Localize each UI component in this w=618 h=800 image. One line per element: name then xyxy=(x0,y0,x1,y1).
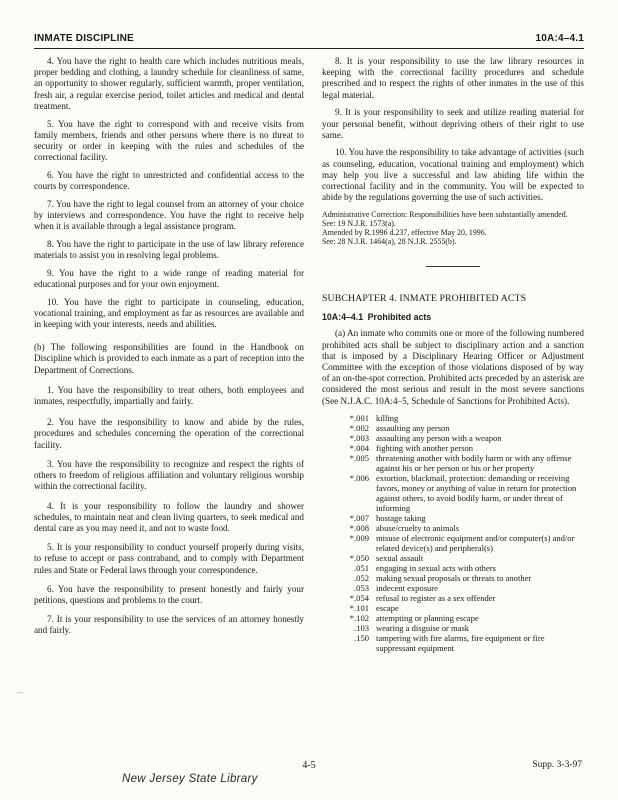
act-code: .053 xyxy=(354,583,369,594)
act-code: *.050 xyxy=(349,553,369,564)
act-code: *.009 xyxy=(349,533,369,544)
prohibited-act-item xyxy=(322,633,584,653)
act-code: *.006 xyxy=(349,473,369,484)
responsibility-paragraph: 9. It is your responsibility to seek and utilize reading material for your personal benefit, without depriving others of their right to use same. xyxy=(322,107,584,140)
act-description: assaulting any person xyxy=(376,423,450,434)
prohibited-act-item xyxy=(322,423,584,433)
right-paragraph: 8. You have the right to participate in the use of law library reference materials to assist you in resolving legal problems. xyxy=(34,238,304,261)
section-number: 10A:4–4.1 xyxy=(322,312,364,323)
responsibility-paragraph: 7. It is your responsibility to use the services of an attorney honestly and fairly. xyxy=(34,614,304,636)
right-column xyxy=(322,56,584,653)
right-paragraph: 10. You have the right to participate in counseling, education, vocational training, and employment as far as resources are available and in keeping with your interests, needs and abilities. xyxy=(34,296,304,330)
act-code: .150 xyxy=(354,633,369,644)
act-description: attempting or planning escape xyxy=(376,613,479,624)
prohibited-act-item xyxy=(322,583,584,593)
act-description: wearing a disguise or mask xyxy=(376,623,470,634)
act-description: abuse/cruelty to animals xyxy=(376,523,460,534)
prohibited-act-item xyxy=(322,613,584,623)
act-code: *.101 xyxy=(349,603,369,614)
act-code: *.002 xyxy=(349,423,369,434)
responsibility-paragraph: 5. It is your responsibility to conduct yourself properly during visits, to refuse to accept or pass contraband, and to comply with Department rules and State or Federal laws through your correspondence. xyxy=(34,542,304,575)
act-code: *.007 xyxy=(349,513,369,524)
responsibility-paragraph: 4. It is your responsibility to follow the laundry and shower schedules, to maintain neat and clean living quarters, to seek medical and dental care as you may need it, and not to waste food. xyxy=(34,500,304,533)
act-code: .103 xyxy=(354,623,369,634)
prohibited-act-item xyxy=(322,573,584,583)
act-description: engaging in sexual acts with others xyxy=(376,563,496,574)
act-description: making sexual proposals or threats to another xyxy=(376,573,532,584)
prohibited-act-item xyxy=(322,533,584,553)
prohibited-act-item xyxy=(322,413,584,423)
prohibited-act-item xyxy=(322,523,584,533)
library-stamp: New Jersey State Library xyxy=(122,772,258,786)
subchapter-heading: SUBCHAPTER 4. INMATE PROHIBITED ACTS xyxy=(322,292,527,304)
responsibility-paragraph: 1. You have the responsibility to treat others, both employees and inmates, respectfully, impartially and fairly. xyxy=(34,384,304,407)
right-paragraph: 9. You have the right to a wide range of reading material for educational purposes and for your own enjoyment. xyxy=(34,267,304,289)
right-paragraph: 7. You have the right to legal counsel from an attorney of your choice by interviews and correspondence. You have the right to receive help when it is available through a legal assistance program. xyxy=(34,198,304,232)
prohibited-act-item xyxy=(322,513,584,523)
act-code: *.001 xyxy=(349,413,369,424)
section-title: Prohibited acts xyxy=(367,312,432,323)
prohibited-act-item xyxy=(322,553,584,563)
act-code: *.008 xyxy=(349,523,369,534)
prohibited-act-item xyxy=(322,603,584,613)
responsibility-paragraph: 3. You have the responsibility to recognize and respect the rights of others to freedom of religious affiliation and voluntary religious worship within the correctional facility. xyxy=(34,458,304,492)
responsibility-paragraph: 6. You have the responsibility to present honestly and fairly your petitions, questions and problems to the court. xyxy=(34,583,304,605)
note-line: See: 19 N.J.R. 1573(a). xyxy=(322,218,396,228)
right-paragraph: 5. You have the right to correspond with and receive visits from family members, friends and other persons where there is no threat to security or order in keeping with the rules and schedules of the correctional facility. xyxy=(34,118,304,163)
prohibited-act-item xyxy=(322,453,584,473)
note-line: Amended by R.1996 d.237, effective May 20, 1996. xyxy=(322,227,487,237)
note-line: See: 28 N.J.R. 1464(a), 28 N.J.R. 2555(b). xyxy=(322,236,457,246)
act-description: fighting with another person xyxy=(376,443,474,454)
act-description: extortion, blackmail, protection: demanding or receiving favors, money or anything of value in return for protection against others, to avoid bodily harm, or under threat of informing xyxy=(376,473,577,514)
act-description: tampering with fire alarms, fire equipment or fire suppressant equipment xyxy=(376,633,545,654)
act-description: killing xyxy=(376,413,399,424)
act-code: .052 xyxy=(354,573,369,584)
section-divider xyxy=(426,266,480,267)
margin-mark-icon: ⌒ xyxy=(16,692,26,702)
prohibited-act-item xyxy=(322,443,584,453)
section-text: (a) An inmate who commits one or more of the following numbered prohibited acts shall be subject to disciplinary action and a sanction that is imposed by a Disciplinary Hearing Officer or Adjustment Committee with the exception of those violations disposed of by way of an on-the-spot correction. Prohibited acts preceded by an asterisk are considered the most serious and result in the most severe sanctions (See N.J.A.C. 10A:4–5, Schedule of Sanctions for Prohibited Acts). xyxy=(322,328,584,406)
act-code: *.003 xyxy=(349,433,369,444)
right-paragraph: 6. You have the right to unrestricted and confidential access to the courts by correspondence. xyxy=(34,169,304,192)
act-code: *.005 xyxy=(349,453,369,464)
right-paragraph: 4. You have the right to health care which includes nutritious meals, proper bedding and clothing, a laundry schedule for cleanliness of same, an opportunity to shower regularly, sufficient warmth, proper ventilation, fresh air, a regular exercise period, toilet articles and medical and dental treatment. xyxy=(34,56,304,111)
act-description: assaulting any person with a weapon xyxy=(376,433,502,444)
act-description: indecent exposure xyxy=(376,583,438,594)
prohibited-acts-list xyxy=(322,413,584,653)
act-code: .051 xyxy=(354,563,369,574)
prohibited-act-item xyxy=(322,593,584,603)
page-number: 4-5 xyxy=(302,760,316,771)
running-header xyxy=(34,32,584,49)
supplement-date: Supp. 3-3-97 xyxy=(532,760,582,770)
act-description: refusal to register as a sex offender xyxy=(376,593,496,604)
prohibited-act-item xyxy=(322,563,584,573)
act-code: *.054 xyxy=(349,593,369,604)
prohibited-act-item xyxy=(322,623,584,633)
section-heading xyxy=(322,312,584,323)
responsibility-paragraph: 10. You have the responsibility to take advantage of activities (such as counseling, education, vocational training and employment) which may help you live a successful and law abiding life within the correctional facility and in the community. You will be expected to abide by the regulations governing the use of such activities. xyxy=(322,147,584,203)
act-description: sexual assault xyxy=(376,553,424,564)
prohibited-act-item xyxy=(322,433,584,443)
left-column xyxy=(34,56,304,643)
act-description: escape xyxy=(376,603,399,614)
prohibited-act-item xyxy=(322,473,584,513)
note-line: Administrative Correction: Responsibilities have been substantially amended. xyxy=(322,209,568,219)
header-title: INMATE DISCIPLINE xyxy=(34,33,134,44)
act-description: threatening another with bodily harm or with any offense against his or her person or his or her property xyxy=(376,453,572,474)
history-notes xyxy=(322,210,584,246)
subsection-b-intro: (b) The following responsibilities are found in the Handbook on Discipline which is provided to each inmate as a part of reception into the Department of Corrections. xyxy=(34,342,304,375)
act-code: *.102 xyxy=(349,613,369,624)
act-code: *.004 xyxy=(349,443,369,454)
header-section: 10A:4–4.1 xyxy=(535,33,584,44)
act-description: hostage taking xyxy=(376,513,426,524)
responsibility-paragraph: 2. You have the responsibility to know and abide by the rules, procedures and schedules concerning the operation of the correctional facility. xyxy=(34,417,304,450)
responsibility-paragraph: 8. It is your responsibility to use the law library resources in keeping with the correctional facility procedures and schedule prescribed and to respect the rights of other inmates in the use of this legal material. xyxy=(322,56,584,100)
act-description: misuse of electronic equipment and/or computer(s) and/or related device(s) and peripheral(s) xyxy=(376,533,575,554)
